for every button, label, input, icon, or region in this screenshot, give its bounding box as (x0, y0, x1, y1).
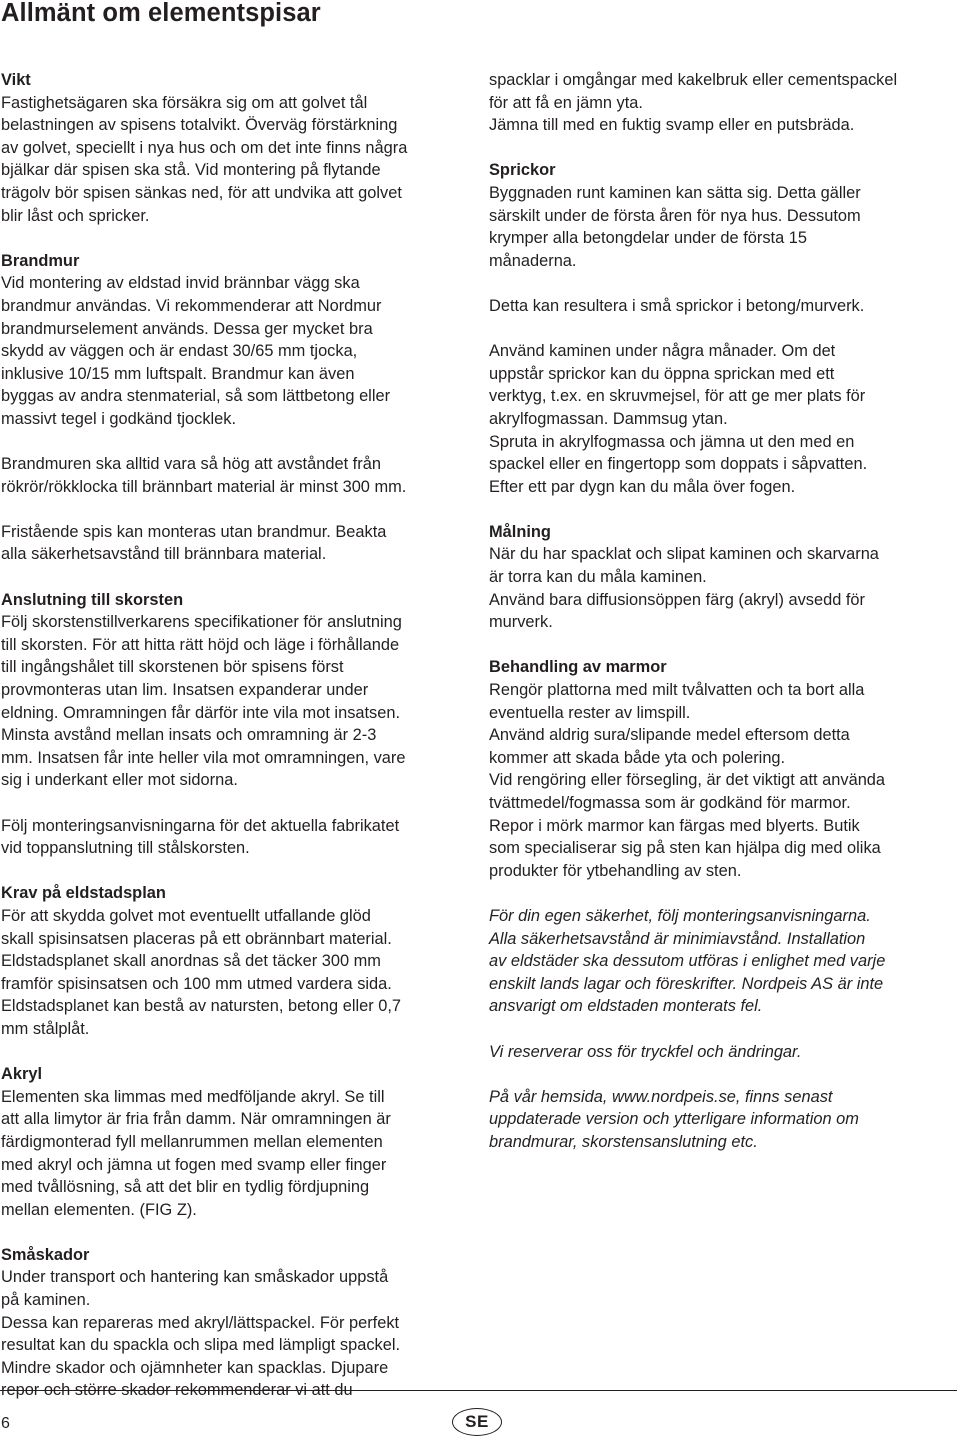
text-section (489, 340, 959, 498)
section-heading: Sprickor (489, 161, 556, 180)
text-line: som specialiserar sig på sten kan hjälpa dig med olika (489, 839, 881, 858)
text-line: Använd bara diffusionsöppen färg (akryl) avsedd för (489, 590, 865, 609)
text-line: Vid rengöring eller försegling, är det viktigt att använda (489, 771, 886, 790)
text-line: för att få en jämn yta. (489, 93, 643, 112)
section-heading: Brandmur (1, 251, 80, 270)
text-line: med akryl och jämna ut fogen med svamp eller finger (1, 1155, 387, 1174)
text-line: brandmur användas. Vi rekommenderar att Nordmur (1, 296, 382, 315)
text-line: månaderna. (489, 251, 577, 270)
section-heading: Småskador (1, 1245, 90, 1264)
text-line: kommer att skada både yta och polering. (489, 748, 786, 767)
text-line: Under transport och hantering kan småskador uppstå (1, 1268, 389, 1287)
text-line: Eldstadsplanet skall anordnas så det täcker 300 mm (1, 952, 381, 971)
text-section (1, 1063, 473, 1221)
text-section (1, 521, 473, 566)
text-line: Följ skorstenstillverkarens specifikationer för anslutning (1, 613, 402, 632)
text-section (489, 905, 959, 1018)
text-line: När du har spacklat och slipat kaminen och skarvarna (489, 545, 879, 564)
text-line: skydd av väggen och är endast 30/65 mm tjocka, (1, 342, 358, 361)
text-line: med tvållösning, så att det blir en tydlig fördjupning (1, 1178, 370, 1197)
text-section (489, 656, 959, 882)
text-line: spackel eller en fingertopp som doppats i såpvatten. (489, 455, 868, 474)
text-line: massivt tegel i godkänd tjocklek. (1, 409, 237, 428)
text-line: till skorsten. För att hitta rätt höjd och läge i förhållande (1, 635, 400, 654)
text-line: skall spisinsatsen placeras på ett obrännbart material. (1, 929, 392, 948)
text-line: Dessa kan repareras med akryl/lättspackel. För perfekt (1, 1313, 400, 1332)
text-line: ansvarigt om eldstaden monterats fel. (489, 997, 763, 1016)
text-line: produkter för ytbehandling av sten. (489, 861, 742, 880)
text-line: På vår hemsida, www.nordpeis.se, finns senast (489, 1087, 833, 1106)
text-line: spacklar i omgångar med kakelbruk eller cementspackel (489, 71, 898, 89)
text-line: krymper alla betongdelar under de första 15 (489, 229, 807, 248)
text-line: eventuella rester av limspill. (489, 703, 691, 722)
text-section (489, 69, 959, 137)
text-line: framför spisinsatsen och 100 mm utmed vardera sida. (1, 974, 392, 993)
text-section (1, 69, 473, 227)
text-line: Spruta in akrylfogmassa och jämna ut den med en (489, 432, 855, 451)
footer-divider (0, 1390, 957, 1391)
text-section (489, 295, 959, 318)
text-line: repor och större skador rekommenderar vi att du (1, 1381, 353, 1400)
text-section (489, 159, 959, 272)
text-section (1, 815, 473, 860)
text-line: Byggnaden runt kaminen kan sätta sig. Detta gäller (489, 183, 861, 202)
text-line: Brandmuren ska alltid vara så hög att avståndet från (1, 455, 381, 474)
text-line: För din egen säkerhet, följ monteringsanvisningarna. (489, 906, 871, 925)
text-line: byggas av andra stenmaterial, så som lättbetong eller (1, 387, 391, 406)
text-line: bjälkar där spisen ska stå. Vid montering på flytande (1, 161, 381, 180)
text-line: Mindre skador och ojämnheter kan spacklas. Djupare (1, 1358, 389, 1377)
right-column (489, 69, 959, 1176)
text-line: Vid montering av eldstad invid brännbar vägg ska (1, 274, 360, 293)
text-section (1, 1244, 473, 1402)
text-line: För att skydda golvet mot eventuellt utfallande glöd (1, 906, 371, 925)
language-badge: SE (452, 1408, 502, 1436)
text-line: blir låst och spricker. (1, 206, 150, 225)
text-line: Alla säkerhetsavstånd är minimiavstånd. Installation (489, 929, 866, 948)
text-line: mm. Insatsen får inte heller vila mot omramningen, vare (1, 748, 406, 767)
section-heading: Anslutning till skorsten (1, 590, 184, 609)
text-line: akrylfogmassan. Dammsug ytan. (489, 409, 728, 428)
text-section (1, 882, 473, 1040)
text-line: av eldstäder ska dessutom utföras i enlighet med varje (489, 952, 886, 971)
page-number: 6 (1, 1415, 10, 1432)
text-line: Repor i mörk marmor kan färgas med blyerts. Butik (489, 816, 860, 835)
text-line: sig i underkant eller mot sidorna. (1, 771, 238, 790)
text-line: till ingångshålet till skorstenen bör spisens först (1, 658, 344, 677)
text-section (1, 250, 473, 431)
text-line: Fristående spis kan monteras utan brandmur. Beakta (1, 522, 387, 541)
text-line: enskilt lands lagar och föreskrifter. Nordpeis AS är inte (489, 974, 884, 993)
text-line: brandmurar, skorstensanslutning etc. (489, 1132, 758, 1151)
text-line: vid toppanslutning till stålskorsten. (1, 839, 250, 858)
text-section (1, 453, 473, 498)
text-line: Detta kan resultera i små sprickor i betong/murverk. (489, 296, 865, 315)
text-line: mellan elementen. (FIG Z). (1, 1200, 197, 1219)
text-section (489, 1041, 959, 1064)
text-line: belastningen av spisens totalvikt. Överväg förstärkning (1, 116, 398, 135)
text-line: mm stålplåt. (1, 1019, 90, 1038)
text-line: Minsta avstånd mellan insats och omramning är 2-3 (1, 726, 377, 745)
text-line: Efter ett par dygn kan du måla över fogen. (489, 477, 796, 496)
text-section (1, 589, 473, 792)
text-line: trägolv bör spisen sänkas ned, för att undvika att golvet (1, 183, 402, 202)
text-line: av golvet, speciellt i nya hus och om det inte finns några (1, 138, 408, 157)
text-line: provmonteras utan lim. Insatsen expanderar under (1, 681, 369, 700)
text-line: alla säkerhetsavstånd till brännbara material. (1, 545, 327, 564)
text-line: resultat kan du spackla och slipa med lämpligt spackel. (1, 1336, 401, 1355)
text-line: murverk. (489, 613, 553, 632)
text-line: är torra kan du måla kaminen. (489, 568, 707, 587)
text-line: tvättmedel/fogmassa som är godkänd för marmor. (489, 794, 851, 812)
text-line: Använd kaminen under några månader. Om det (489, 342, 836, 361)
text-section (489, 521, 959, 634)
text-line: Elementen ska limmas med medföljande akryl. Se till (1, 1087, 385, 1106)
text-line: Vi reserverar oss för tryckfel och ändringar. (489, 1042, 802, 1061)
text-line: uppstår sprickor kan du öppna sprickan med ett (489, 364, 835, 383)
text-line: på kaminen. (1, 1291, 91, 1310)
text-section (489, 1086, 959, 1154)
section-heading: Vikt (1, 71, 31, 89)
text-line: Jämna till med en fuktig svamp eller en putsbräda. (489, 116, 855, 135)
text-line: särskilt under de första åren för nya hus. Dessutom (489, 206, 861, 225)
text-line: rökrör/rökklocka till brännbart material är minst 300 mm. (1, 477, 407, 496)
text-line: inklusive 10/15 mm luftspalt. Brandmur kan även (1, 364, 355, 383)
text-line: Använd aldrig sura/slipande medel eftersom detta (489, 726, 850, 745)
text-line: brandmurselement används. Dessa ger mycket bra (1, 319, 373, 338)
section-heading: Akryl (1, 1065, 43, 1084)
text-line: Följ monteringsanvisningarna för det aktuella fabrikatet (1, 816, 400, 835)
section-heading: Målning (489, 522, 551, 541)
section-heading: Krav på eldstadsplan (1, 884, 166, 903)
text-line: eldning. Omramningen får därför inte vila mot insatsen. (1, 703, 401, 722)
left-column (1, 69, 473, 1425)
text-line: Fastighetsägaren ska försäkra sig om att golvet tål (1, 93, 368, 112)
text-line: färdigmonterad fyll mellanrummen mellan elementen (1, 1132, 383, 1151)
text-line: att alla limytor är fria från damm. När omramningen är (1, 1110, 391, 1129)
section-heading: Behandling av marmor (489, 658, 667, 677)
text-line: uppdaterade version och ytterligare information om (489, 1110, 859, 1129)
text-line: Rengör plattorna med milt tvålvatten och ta bort alla (489, 681, 865, 700)
page-title: Allmänt om elementspisar (1, 0, 321, 27)
text-line: Eldstadsplanet kan bestå av natursten, betong eller 0,7 (1, 997, 402, 1016)
text-line: verktyg, t.ex. en skruvmejsel, för att ge mer plats för (489, 387, 866, 406)
